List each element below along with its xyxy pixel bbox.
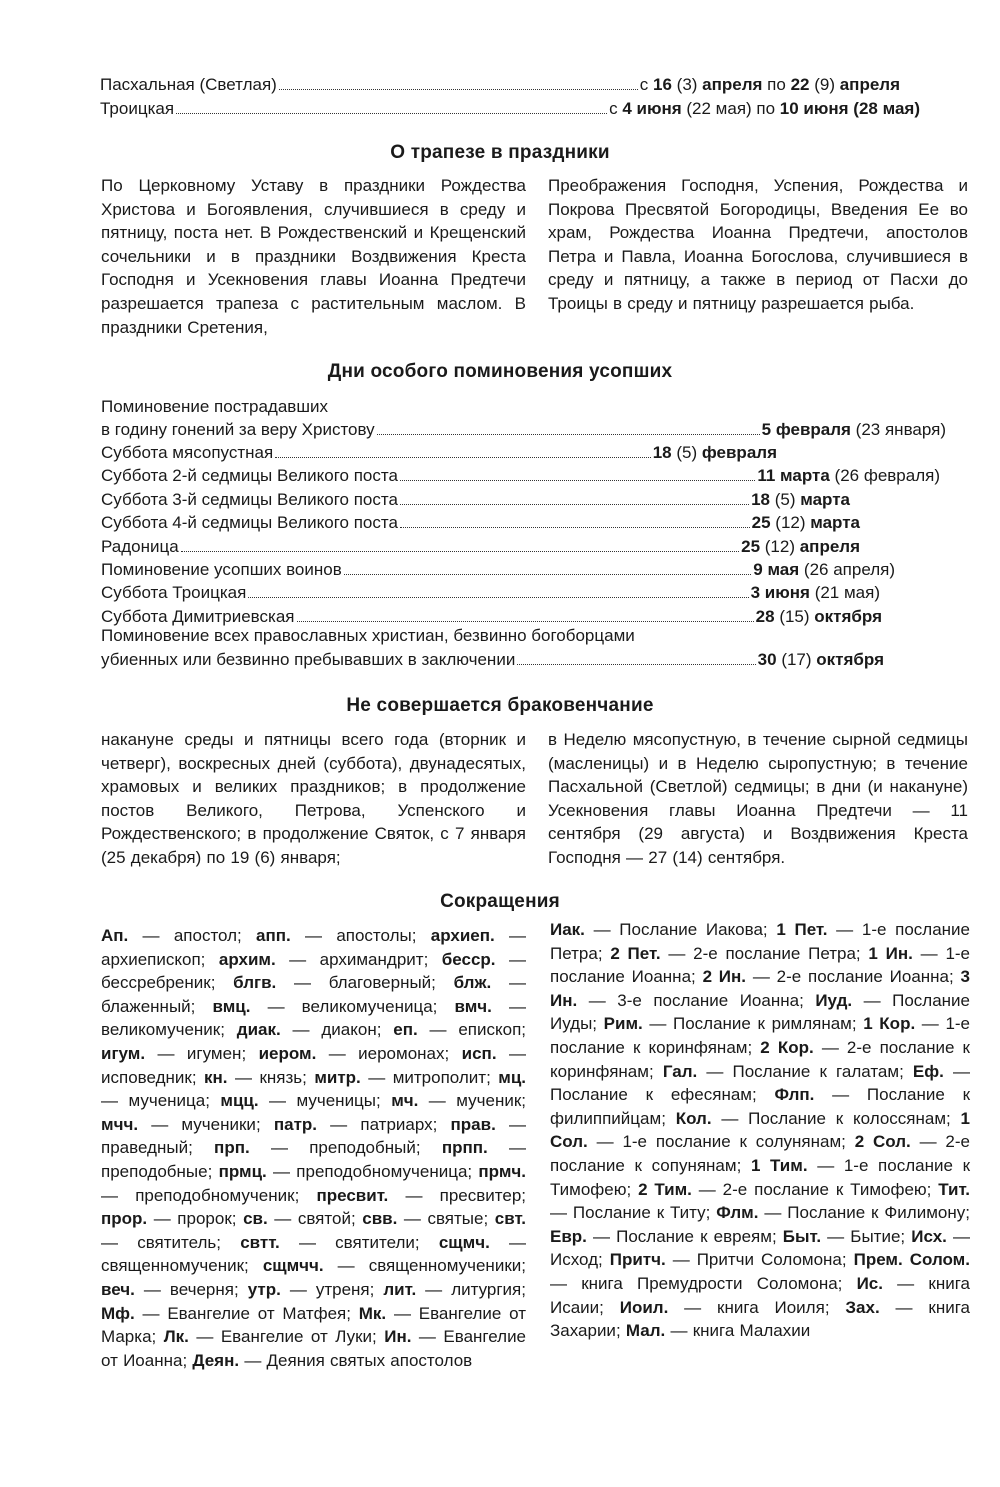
abbreviation-term: 2 Кор. (760, 1037, 814, 1057)
abbreviation-meaning: преподобные (101, 1161, 208, 1181)
leader-dots (279, 89, 638, 90)
commemoration-row (101, 511, 860, 534)
abbreviation-term: патр. (273, 1114, 317, 1134)
abbreviation-meaning: Послание к ефесянам (550, 1085, 752, 1105)
abbreviation-meaning: Бытие (850, 1226, 901, 1246)
abbreviation-meaning: великомученик (101, 1020, 221, 1040)
abbreviation-meaning: святой (297, 1209, 351, 1229)
abbreviation-term: вмц. (212, 996, 251, 1016)
commemoration-label: Суббота мясопустная (101, 443, 274, 462)
abbreviation-term: мч. (391, 1091, 419, 1111)
abbreviation-term: еп. (393, 1020, 418, 1040)
abbreviation-meaning: книга Иоиля (717, 1297, 825, 1317)
abbreviation-term: Тит. (938, 1179, 971, 1199)
meal-text-right: Преображения Господня, Успения, Рождества и Покрова Пресвятой Богородицы, Введения Ее во храм, Рождества Иоанна Предтечи, апостолов Петра и Павла, Иоанна Богослова, случившиеся в среду и пятницу, а также в период от Пасхи до Троицы в среду и пятницу разрешается рыба. (548, 176, 968, 313)
leader-dots (517, 664, 755, 665)
leader-dots (400, 527, 750, 528)
commemoration-date: 11 марта (26 февраля) (757, 466, 940, 486)
abbreviation-term: мцц. (220, 1091, 259, 1111)
leader-dots (400, 480, 755, 481)
commemoration-label: Суббота 3-й седмицы Великого поста (101, 489, 398, 509)
abbreviation-meaning: святые (427, 1209, 484, 1229)
abbreviation-meaning: Исход (550, 1250, 599, 1270)
abbreviation-term: утр. (247, 1279, 281, 1299)
abbreviation-term: блгв. (233, 973, 277, 993)
fasting-week-label: Пасхальная (Светлая) (100, 75, 277, 94)
abbreviation-meaning: 1-е послание к солунянам (622, 1132, 842, 1152)
abbreviation-term: Исх. (911, 1226, 947, 1246)
abbreviation-meaning: архимандрит (319, 949, 424, 969)
abbreviation-meaning: утреня (315, 1279, 370, 1299)
abbreviation-term: 3 Ин. (550, 967, 971, 1010)
abbreviation-meaning: вечерня (169, 1279, 234, 1299)
abbreviation-term: Лк. (163, 1327, 189, 1347)
abbreviation-term: блж. (453, 973, 492, 993)
section-heading-abbreviations: Сокращения (440, 891, 560, 912)
abbreviation-meaning: диакон (321, 1020, 377, 1040)
commemoration-label: в годину гонений за веру Христову (101, 420, 375, 439)
commemoration-label: Поминовение усопших воинов (101, 560, 342, 579)
abbreviation-term: Гал. (662, 1061, 698, 1081)
abbreviation-meaning: Евангелие от Матфея (167, 1303, 347, 1323)
abbreviation-term: Прем. Солом. (853, 1250, 970, 1270)
abbreviation-meaning: праведный (101, 1138, 189, 1158)
abbreviation-meaning: мученицы (296, 1091, 377, 1111)
abbreviation-term: бесср. (441, 949, 496, 969)
abbreviation-term: 1 Ин. (868, 943, 913, 963)
abbreviation-meaning: святитель (137, 1232, 217, 1252)
leader-dots (176, 113, 607, 114)
commemoration-row (101, 535, 860, 558)
abbreviation-term: 2 Тим. (638, 1179, 692, 1199)
abbreviation-meaning: Евангелие от Иоанна (101, 1327, 527, 1370)
commemoration-row (101, 441, 777, 464)
abbreviation-meaning: благоверный (328, 973, 432, 993)
abbreviation-meaning: преподобномученик (135, 1185, 295, 1205)
section-heading-meal: О трапезе в праздники (390, 142, 610, 163)
abbreviation-meaning: преподобный (309, 1138, 416, 1158)
abbreviation-term: Кол. (675, 1108, 712, 1128)
abbreviation-meaning: митрополит (392, 1067, 487, 1087)
abbreviation-term: прмч. (478, 1161, 526, 1181)
leader-dots (297, 621, 754, 622)
abbreviation-term: 2 Ин. (702, 967, 747, 987)
abbreviation-term: кн. (204, 1067, 228, 1087)
abbreviation-term: Ис. (856, 1273, 883, 1293)
abbreviations-left-column: Ап. — апостол; апп. — апостолы; архиеп. — архиепископ; архим. — архимандрит; бесср. — бессребреник; блгв. — благоверный; блж. — блаженный; вмц. — великомученица; вмч. — великомученик; диак. — диакон; еп. — епископ; игум. — игумен; иером. — иеромонах; исп. — исповедник; кн. — князь; митр. — митрополит; мц. — мученица; мцц. — мученицы; мч. — мученик; мчч. — мученики; патр. — патриарх; прав. — праведный; прп. — преподобный; прпп. — преподобные; прмц. — преподобномученица; прмч. — преподобномученик; пресвит. — пресвитер; прор. — пророк; св. — святой; свв. — святые; свт. — святитель; свтт. — святители; сщмч. — священномученик; сщмчч. — священномученики; веч. — вечерня; утр. — утреня; лит. — литургия; Мф. — Евангелие от Матфея; Мк. — Евангелие от Марка; Лк. — Евангелие от Луки; Ин. — Евангелие от Иоанна; Деян. — Деяния святых апостолов (101, 926, 527, 1370)
fasting-week-dates: с 4 июня (22 мая) по 10 июня (28 мая) (609, 99, 920, 118)
abbreviation-meaning: Послание Иуды (550, 990, 970, 1034)
abbreviation-meaning: 2-е послание Петра (693, 943, 856, 963)
abbreviation-term: свт. (494, 1209, 527, 1229)
fasting-week-row (100, 73, 900, 96)
abbreviation-meaning: 3-е послание Иоанна (617, 990, 800, 1010)
abbreviation-meaning: бессребреник (101, 973, 211, 993)
abbreviation-term: пресвит. (316, 1185, 389, 1205)
abbreviation-term: прп. (214, 1138, 250, 1158)
abbreviation-term: Мк. (358, 1303, 387, 1323)
section-heading-commemoration: Дни особого поминовения усопших (327, 361, 673, 382)
abbreviation-meaning: книга Премудрости Соломона (581, 1273, 838, 1293)
leader-dots (181, 551, 739, 552)
abbreviation-term: архим. (218, 949, 276, 969)
abbreviation-meaning: святители (335, 1232, 415, 1252)
abbreviation-term: Флп. (774, 1085, 815, 1105)
fasting-week-dates: с 16 (3) апреля по 22 (9) апреля (639, 75, 900, 94)
abbreviation-term: Рим. (603, 1014, 643, 1034)
commemoration-date: 18 (5) февраля (652, 443, 777, 462)
abbreviation-term: митр. (314, 1067, 361, 1087)
abbreviation-term: апп. (256, 926, 291, 945)
abbreviation-meaning: епископ (458, 1020, 522, 1040)
abbreviation-term: прор. (101, 1209, 148, 1229)
commemoration-date: 18 (5) марта (751, 489, 850, 509)
abbreviation-meaning: апостолы (336, 926, 412, 945)
abbreviation-meaning: священномученики (368, 1256, 522, 1276)
commemoration-label: Радоница (101, 536, 179, 556)
abbreviation-term: иером. (258, 1043, 317, 1063)
leader-dots (248, 597, 748, 598)
abbreviation-term: 1 Сол. (550, 1108, 971, 1152)
leader-dots (275, 457, 651, 458)
abbreviation-meaning: иеромонах (358, 1043, 445, 1063)
wedding-text-right: в Неделю мясопустную, в течение сырной седмицы (масленицы) и в Неделю сыропустную; в течение Пасхальной (Светлой) седмицы; в дни (и накануне) Усекновения главы Иоанна Предтечи — 11 сентября (29 августа) и Воздвижения Креста Господня — 27 (14) сентября. (548, 730, 968, 867)
abbreviation-term: веч. (101, 1279, 135, 1299)
abbreviation-term: Быт. (782, 1226, 822, 1246)
commemoration-row (101, 464, 940, 487)
abbreviation-term: прмц. (218, 1161, 267, 1181)
abbreviation-term: сщмч. (438, 1232, 490, 1252)
abbreviation-meaning: князь (259, 1067, 303, 1087)
abbreviation-term: Флм. (716, 1203, 759, 1223)
abbreviation-meaning: священномученик (101, 1256, 245, 1276)
abbreviation-term: св. (243, 1209, 268, 1229)
abbreviation-meaning: мученики (181, 1114, 256, 1134)
abbreviation-meaning: исповедник (101, 1067, 192, 1087)
abbreviation-meaning: игумен (186, 1043, 242, 1063)
abbreviation-meaning: книга Исаии (550, 1273, 970, 1317)
abbreviation-term: Иак. (550, 920, 585, 939)
abbreviation-meaning: архиепископ (101, 949, 201, 969)
abbreviation-term: Иуд. (815, 990, 853, 1010)
abbreviation-term: Деян. (192, 1350, 240, 1370)
abbreviation-meaning: мученик (456, 1091, 522, 1111)
abbreviations-right-column: Иак. — Послание Иакова; 1 Пет. — 1-е послание Петра; 2 Пет. — 2-е послание Петра; 1 Ин. — 1-е послание Иоанна; 2 Ин. — 2-е послание Иоанна; 3 Ин. — 3-е послание Иоанна; Иуд. — Послание Иуды; Рим. — Послание к римлянам; 1 Кор. — 1-е послание к коринфянам; 2 Кор. — 2-е послание к коринфянам; Гал. — Послание к галатам; Еф. — Послание к ефесянам; Флп. — Послание к филиппийцам; Кол. — Послание к колоссянам; 1 Сол. — 1-е послание к солунянам; 2 Сол. — 2-е послание к сопунянам; 1 Тим. — 1-е послание к Тимофею; 2 Тим. — 2-е послание к Тимофею; Тит. — Послание к Титу; Флм. — Послание к Филимону; Евр. — Послание к евреям; Быт. — Бытие; Исх. — Исход; Притч. — Притчи Соломона; Прем. Солом. — книга Премудрости Соломона; Ис. — книга Исаии; Иоил. — книга Иоиля; Зах. — книга Захарии; Мал. — книга Малахии (550, 920, 971, 1341)
abbreviation-meaning: 2-е послание к Тимофею (722, 1179, 927, 1199)
commemoration-date: 9 мая (26 апреля) (753, 560, 895, 579)
abbreviation-term: 1 Тим. (750, 1155, 808, 1175)
abbreviation-meaning: Евангелие от Луки (220, 1327, 373, 1347)
meal-text-left: По Церковному Уставу в праздники Рождества Христова и Богоявления, случившиеся в среду и пятницу, поста нет. В Рождественский и Крещенский сочельники и в праздники Воздвижения Креста Господня и Усекновения главы Иоанна Предтечи разрешается трапеза с растительным маслом. В праздники Сретения, (101, 176, 526, 337)
commemoration-row (101, 558, 895, 581)
abbreviation-meaning: Притчи Соломона (696, 1250, 842, 1270)
abbreviation-meaning: Послание к римлянам (673, 1014, 852, 1034)
abbreviation-meaning: книга Захарии (550, 1297, 971, 1341)
commemoration-label: Поминовение пострадавших (101, 397, 328, 416)
abbreviation-term: Иоил. (619, 1297, 669, 1317)
abbreviation-term: Мал. (625, 1321, 666, 1341)
abbreviation-meaning: великомученица (301, 996, 433, 1016)
abbreviation-term: Евр. (550, 1226, 587, 1246)
abbreviation-term: сщмчч. (262, 1256, 324, 1276)
abbreviation-meaning: Послание к евреям (616, 1226, 772, 1246)
abbreviation-term: мчч. (101, 1114, 139, 1134)
abbreviation-meaning: Деяния святых апостолов (266, 1350, 473, 1370)
abbreviation-term: свтт. (240, 1232, 280, 1252)
abbreviation-meaning: литургия (451, 1279, 522, 1299)
abbreviation-term: мц. (498, 1067, 527, 1087)
abbreviation-term: исп. (461, 1043, 497, 1063)
abbreviation-term: Зах. (845, 1297, 880, 1317)
section-heading-wedding: Не совершается браковенчание (346, 695, 654, 716)
commemoration-row (101, 581, 880, 604)
abbreviation-term: диак. (236, 1020, 281, 1040)
commemoration-date: 28 (15) октября (755, 606, 882, 626)
abbreviation-meaning: мученица (128, 1091, 206, 1111)
abbreviation-term: свв. (362, 1209, 398, 1229)
commemoration-label: Суббота Димитриевская (101, 606, 295, 626)
abbreviation-term: Притч. (609, 1250, 666, 1270)
commemoration-date: 5 февраля (23 января) (761, 420, 946, 439)
commemoration-row (101, 488, 850, 511)
abbreviation-meaning: книга Малахии (692, 1321, 811, 1341)
commemoration-label: Суббота Троицкая (101, 583, 247, 603)
commemoration-date: 3 июня (21 мая) (750, 583, 880, 603)
abbreviation-meaning: 2-е послание к коринфянам (550, 1037, 970, 1081)
commemoration-label: убиенных или безвинно пребывавших в заключении (101, 650, 516, 669)
commemoration-label: Поминовение всех православных христиан, безвинно богоборцами (101, 626, 635, 645)
abbreviation-term: игум. (101, 1043, 146, 1063)
abbreviation-meaning: 1-е послание к коринфянам (550, 1014, 971, 1057)
leader-dots (377, 434, 760, 435)
commemoration-label: Суббота 2-й седмицы Великого поста (101, 466, 398, 486)
abbreviation-meaning: апостол (173, 926, 238, 945)
wedding-text-left: накануне среды и пятницы всего года (вторник и четверг), воскресных дней (суббота), двунадесятых, храмовых и великих праздников; в продолжение постов Великого, Петрова, Успенского и Рождественского; в продолжение Святок, с 7 января (25 декабря) по 19 (6) января; (101, 730, 526, 867)
commemoration-date: 25 (12) апреля (741, 536, 860, 556)
abbreviation-meaning: преподобномученица (296, 1161, 468, 1181)
abbreviation-meaning: Евангелие от Марка (101, 1303, 527, 1347)
abbreviation-term: 2 Сол. (854, 1132, 911, 1152)
abbreviation-meaning: 2-е послание Иоанна (776, 967, 950, 987)
abbreviation-term: прав. (450, 1114, 496, 1134)
abbreviation-meaning: патриарх (360, 1114, 433, 1134)
abbreviation-meaning: Послание к филиппийцам (550, 1085, 971, 1128)
fasting-week-label: Троицкая (100, 99, 175, 118)
abbreviation-term: Еф. (912, 1061, 944, 1081)
commemoration-date: 25 (12) марта (751, 513, 860, 533)
abbreviation-term: 1 Кор. (863, 1014, 916, 1034)
abbreviation-meaning: блаженный (101, 996, 191, 1016)
abbreviation-term: прпп. (441, 1138, 488, 1158)
abbreviation-term: вмч. (454, 996, 492, 1016)
commemoration-row (101, 418, 946, 441)
abbreviation-meaning: 1-е послание к Тимофею (550, 1155, 971, 1199)
abbreviation-term: лит. (383, 1279, 417, 1299)
abbreviation-term: архиеп. (430, 926, 495, 945)
abbreviation-meaning: 1-е послание Петра (550, 920, 970, 963)
abbreviation-meaning: Послание к Титу (572, 1203, 706, 1223)
commemoration-date: 30 (17) октября (757, 650, 884, 669)
abbreviation-meaning: Послание к колоссянам (748, 1108, 947, 1128)
abbreviation-meaning: Послание Иакова (619, 920, 763, 939)
abbreviation-meaning: пророк (177, 1209, 232, 1229)
abbreviation-meaning: 1-е послание Иоанна (550, 943, 971, 987)
abbreviation-meaning: пресвитер (439, 1185, 522, 1205)
abbreviation-meaning: Послание к Филимону (787, 1203, 966, 1223)
abbreviation-meaning: Послание к галатам (732, 1061, 900, 1081)
abbreviation-meaning: 2-е послание к сопунянам (550, 1132, 970, 1175)
abbreviation-term: 1 Пет. (776, 920, 828, 939)
abbreviation-term: Мф. (101, 1303, 135, 1323)
commemoration-row (101, 648, 884, 671)
abbreviation-term: Ин. (384, 1327, 412, 1347)
leader-dots (344, 574, 752, 575)
fasting-week-row (100, 97, 920, 120)
commemoration-label: Суббота 4-й седмицы Великого поста (101, 513, 398, 533)
leader-dots (400, 504, 749, 505)
abbreviation-term: 2 Пет. (610, 943, 661, 963)
abbreviation-term: Ап. (101, 926, 129, 945)
